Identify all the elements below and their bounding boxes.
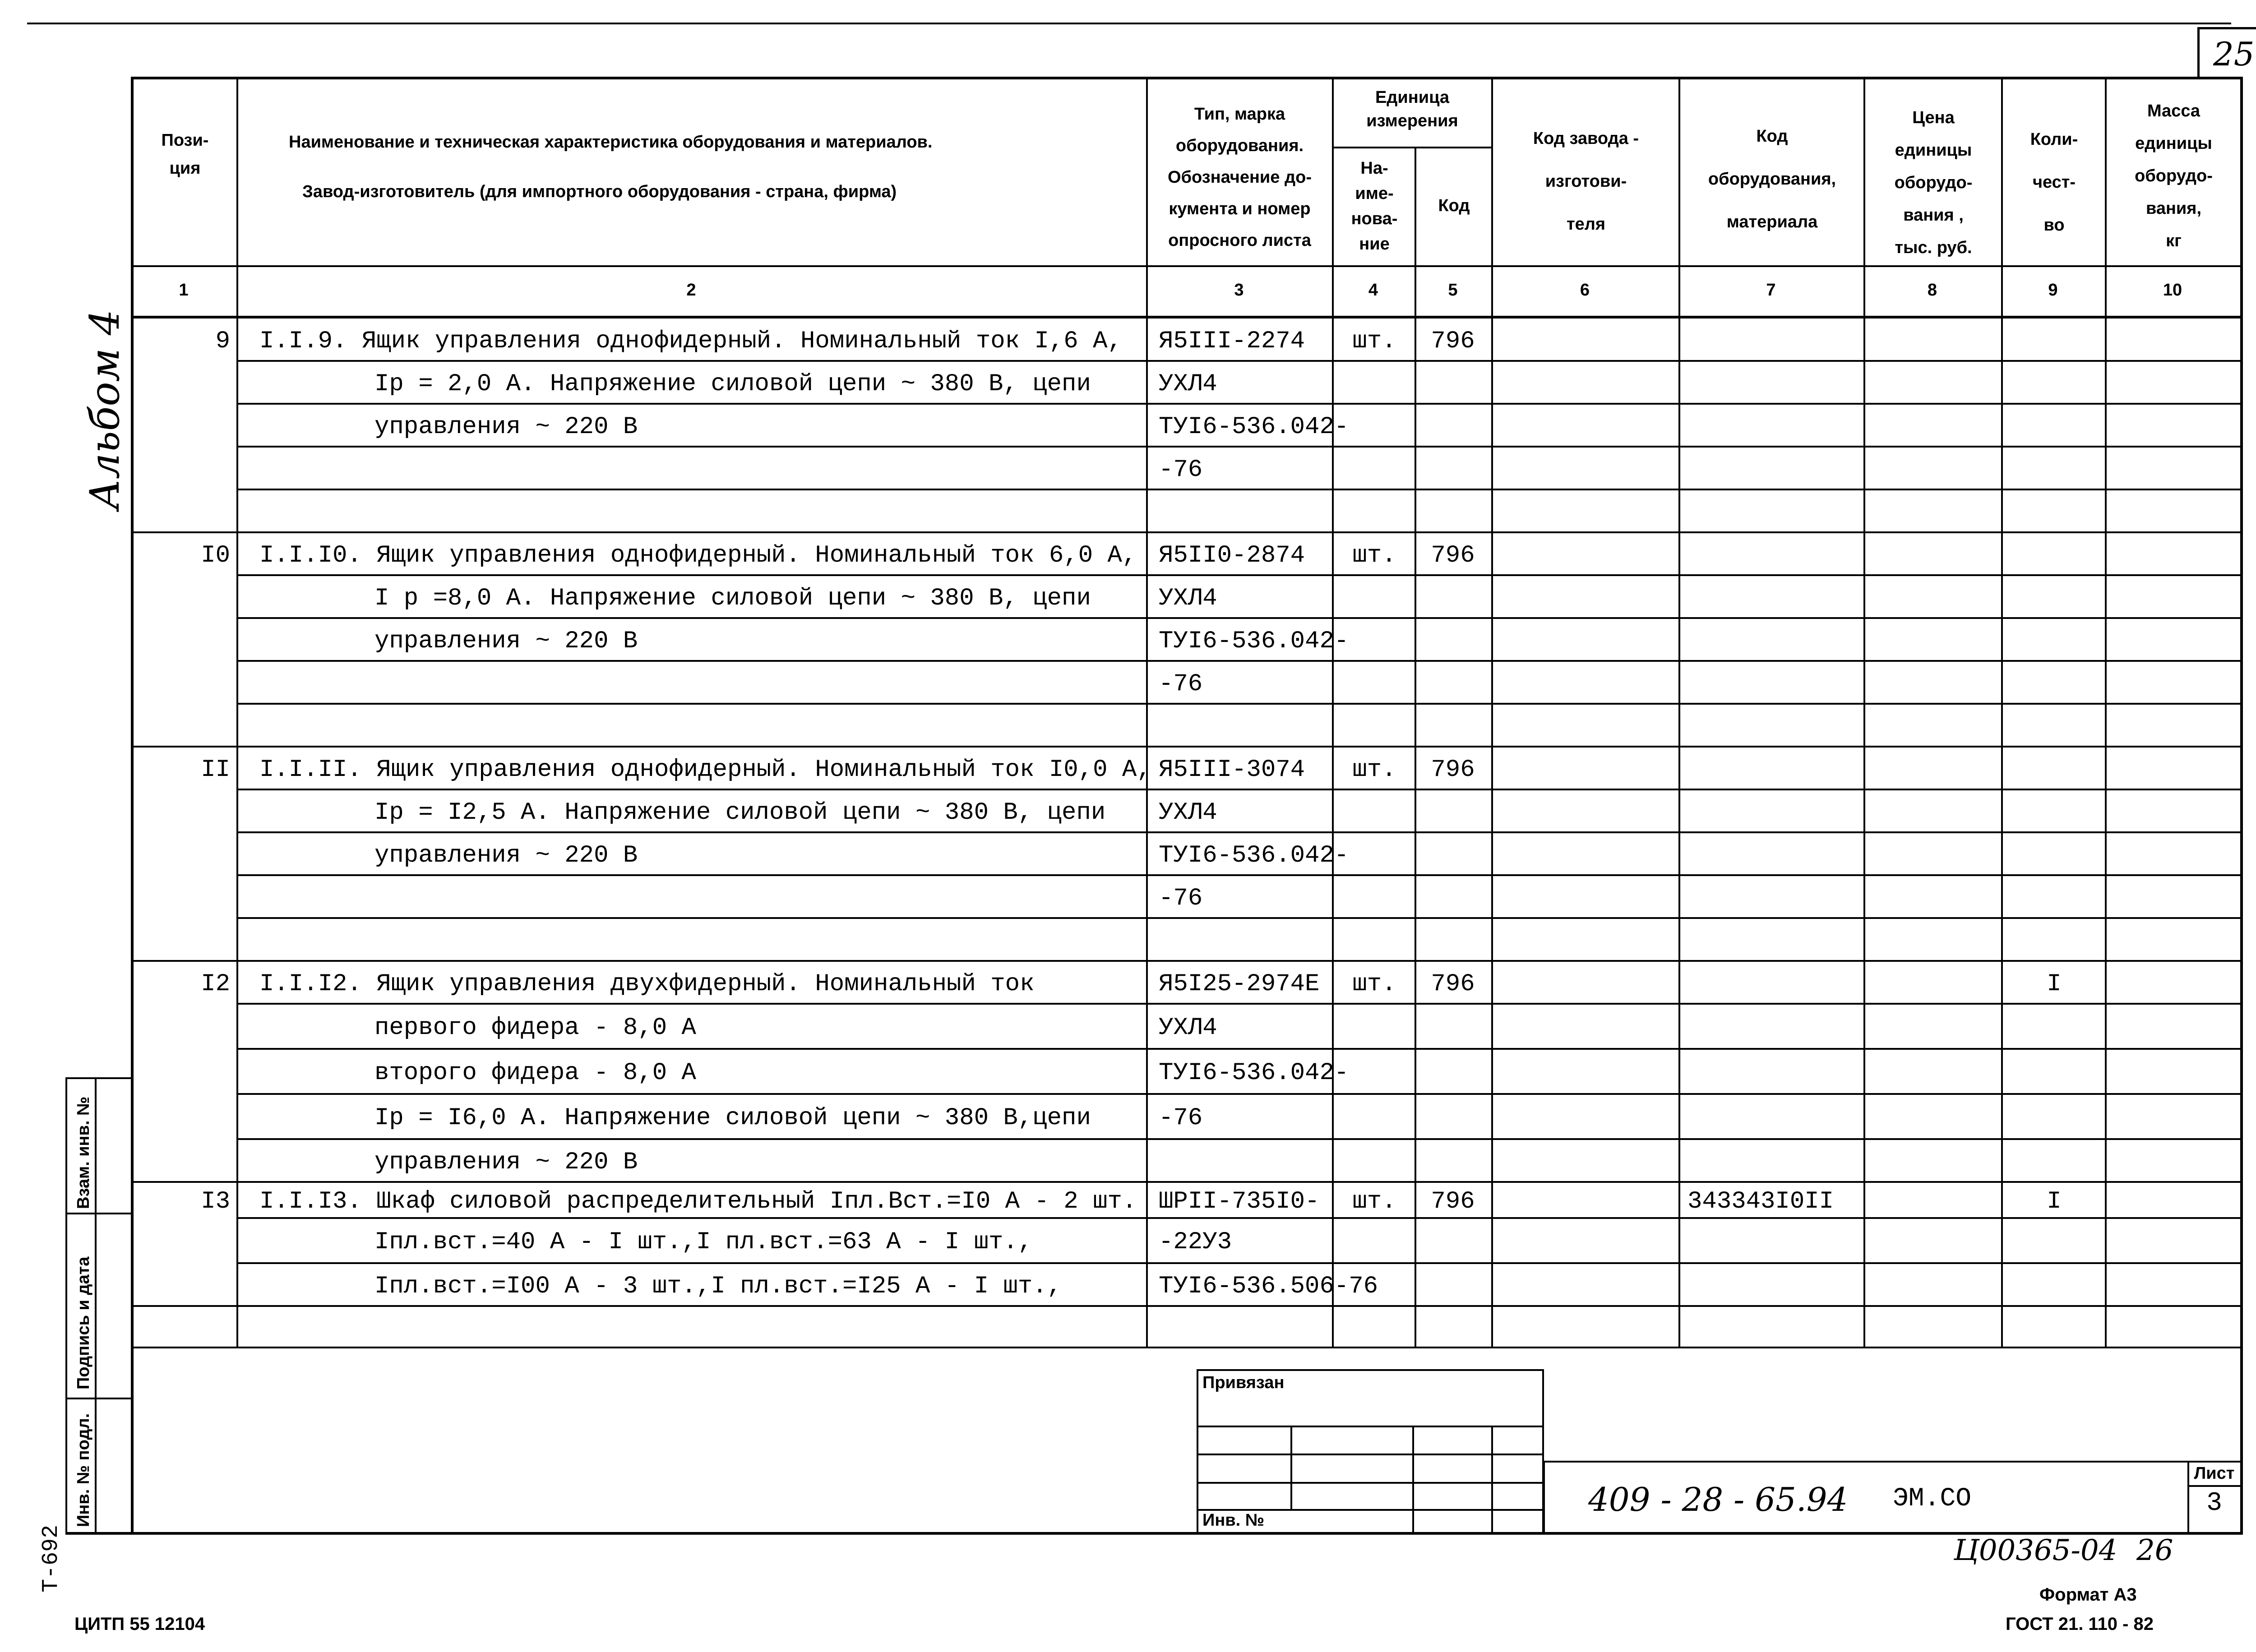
header-col9-line1: Коли- — [2030, 130, 2078, 149]
row-unit-code: 796 — [1431, 970, 1475, 998]
row-unit-code: 796 — [1431, 542, 1475, 569]
table-row — [0, 575, 2256, 618]
table-row — [0, 447, 2256, 489]
row-type: ТУI6-536.042- — [1159, 1059, 1349, 1087]
header-col8-line4: вания , — [1903, 206, 1964, 225]
side-stamp-inv: Инв. № подл. — [74, 1413, 93, 1527]
table-row — [0, 318, 2256, 361]
row-equipment-code: 343343I0II — [1687, 1188, 1834, 1215]
header-col6-line1: Код завода - — [1533, 129, 1639, 148]
header-col6 — [1493, 117, 1678, 246]
row-name: I.I.9. Ящик управления однофидерный. Номинальный ток I,6 А, — [259, 328, 1122, 355]
row-unit-code: 796 — [1431, 328, 1475, 355]
colnum-2: 2 — [686, 281, 696, 300]
header-col7-line2: оборудования, — [1708, 170, 1836, 189]
row-name: первого фидера - 8,0 А — [374, 1014, 696, 1042]
row-unit: шт. — [1352, 1188, 1396, 1215]
colnum-7: 7 — [1766, 281, 1776, 300]
header-col8-line3: оборудо- — [1894, 173, 1973, 192]
side-stamp-podpis: Подпись и дата — [74, 1256, 93, 1389]
list-label: Лист — [2194, 1464, 2235, 1483]
row-type: УХЛ4 — [1159, 1014, 1217, 1042]
row-name: управления ~ 220 В — [374, 628, 638, 655]
header-col9-line2: чест- — [2032, 173, 2076, 192]
row-name: I.I.II. Ящик управления однофидерный. Номинальный ток I0,0 А, — [259, 756, 1151, 784]
table-row — [0, 489, 2256, 532]
row-position: I2 — [201, 970, 230, 998]
colnum-3: 3 — [1234, 281, 1244, 300]
row-type: ТУI6-536.506-76 — [1159, 1273, 1378, 1300]
row-name: I р =8,0 А. Напряжение силовой цепи ~ 380 В, цепи — [374, 585, 1091, 612]
row-type: УХЛ4 — [1159, 799, 1217, 826]
header-col4 — [1334, 156, 1415, 257]
privyazan-label: Привязан — [1202, 1373, 1285, 1392]
footer-format: Формат А3 — [2039, 1585, 2137, 1605]
header-col6-line3: теля — [1566, 215, 1606, 234]
table-row — [0, 1094, 2256, 1139]
row-type: ТУI6-536.042- — [1159, 842, 1349, 869]
header-col8-line5: тыс. руб. — [1895, 238, 1972, 257]
unit-group-divider — [1332, 147, 1491, 148]
header-col1 — [135, 126, 235, 182]
row-name: Iр = I6,0 А. Напряжение силовой цепи ~ 380 В,цепи — [374, 1104, 1091, 1132]
row-name: Iпл.вст.=I00 А - 3 шт.,I пл.вст.=I25 А - I шт., — [374, 1273, 1062, 1300]
header-col9-line3: во — [2043, 216, 2065, 235]
row-position: II — [201, 756, 230, 784]
stamp-top-line — [1543, 1461, 2240, 1463]
header-col5: Код — [1438, 196, 1470, 215]
colnum-5: 5 — [1448, 281, 1458, 300]
table-row — [0, 875, 2256, 918]
header-col3-line4: кумента и номер — [1169, 199, 1311, 218]
row-name: управления ~ 220 В — [374, 413, 638, 441]
row-name: Iр = I2,5 А. Напряжение силовой цепи ~ 380 В, цепи — [374, 799, 1106, 826]
colnum-1: 1 — [179, 281, 189, 300]
header-col8-line1: Цена — [1912, 108, 1955, 127]
header-col4-line2: име- — [1355, 184, 1394, 203]
header-col7-line1: Код — [1756, 127, 1788, 146]
header-col3-line2: оборудования. — [1175, 136, 1304, 155]
table-row — [0, 1004, 2256, 1049]
table-row — [0, 361, 2256, 404]
side-stamp-vzam: Взам. инв. № — [74, 1096, 93, 1209]
colnum-8: 8 — [1927, 281, 1937, 300]
table-row — [0, 1263, 2256, 1306]
top-border-line — [27, 23, 2231, 24]
row-unit-code: 796 — [1431, 1188, 1475, 1215]
table-row — [0, 1049, 2256, 1094]
header-bottom-line — [131, 265, 2240, 267]
privyazan-col2 — [1412, 1426, 1414, 1534]
table-row — [0, 961, 2256, 1004]
header-col4-line3: нова- — [1351, 209, 1398, 228]
list-number: 3 — [2206, 1489, 2222, 1518]
row-type: Я5I25-2974Е — [1159, 970, 1320, 998]
row-name: I.I.I2. Ящик управления двухфидерный. Номинальный ток — [259, 970, 1035, 998]
table-row — [0, 1182, 2256, 1218]
table-row — [0, 661, 2256, 704]
header-col7 — [1681, 115, 1863, 244]
row-unit: шт. — [1352, 756, 1396, 784]
row-type: ШРII-735I0- — [1159, 1188, 1320, 1215]
row-type: ТУI6-536.042- — [1159, 413, 1349, 441]
row-unit-code: 796 — [1431, 756, 1475, 784]
header-col10-line5: кг — [2166, 231, 2182, 250]
header-unit-group — [1334, 86, 1491, 133]
frame-bottom-line — [65, 1532, 2243, 1535]
header-col10-line2: единицы — [2135, 134, 2212, 153]
header-col3-line1: Тип, марка — [1194, 105, 1285, 124]
side-stamp-div1 — [65, 1213, 131, 1214]
header-col4-line1: На- — [1360, 159, 1388, 178]
header-col4-line4: ние — [1359, 235, 1390, 254]
side-stamp-top — [65, 1077, 131, 1079]
table-row — [0, 618, 2256, 661]
header-col3-line5: опросного листа — [1168, 231, 1311, 250]
table-row — [0, 747, 2256, 789]
table-row — [0, 532, 2256, 575]
row-type: УХЛ4 — [1159, 370, 1217, 398]
doc-code: 409 - 28 - 65.94 — [1588, 1481, 1848, 1518]
header-col3 — [1148, 98, 1331, 256]
margin-note: Альбом 4 — [81, 309, 129, 510]
row-type: Я5II0-2874 — [1159, 542, 1305, 569]
row-position: 9 — [215, 328, 230, 355]
stamp-list-divider-h — [2187, 1485, 2240, 1487]
header-col9 — [2003, 118, 2105, 247]
table-row — [0, 704, 2256, 747]
row-type: -22У3 — [1159, 1228, 1232, 1256]
row-name: Iпл.вст.=40 А - I шт.,I пл.вст.=63 А - I шт., — [374, 1228, 1033, 1256]
row-type: -76 — [1159, 1104, 1203, 1132]
header-col3-line3: Обозначение до- — [1168, 168, 1312, 187]
side-stamp-left — [65, 1077, 67, 1533]
header-col8 — [1866, 102, 2001, 264]
bottom-handwritten-code: Ц00365-04 — [1954, 1534, 2117, 1567]
inv-no-label: Инв. № — [1202, 1511, 1265, 1530]
header-col1-line2: ция — [169, 159, 201, 178]
corner-sheet-number: 25 — [2213, 35, 2255, 73]
header-col2 — [244, 117, 1146, 217]
table-row — [0, 918, 2256, 961]
row-unit: шт. — [1352, 970, 1396, 998]
colnum-9: 9 — [2048, 281, 2058, 300]
row-quantity: I — [2047, 1188, 2062, 1215]
row-position: I0 — [201, 542, 230, 569]
table-row — [0, 1139, 2256, 1182]
doc-mark: ЭМ.СО — [1893, 1484, 1972, 1514]
header-col1-line1: Пози- — [161, 131, 209, 150]
header-col8-line2: единицы — [1895, 141, 1972, 160]
header-unit-group-line1: Единица — [1375, 88, 1450, 107]
header-col10-line1: Масса — [2147, 102, 2201, 120]
header-col10-line4: вания, — [2145, 199, 2202, 218]
row-type: -76 — [1159, 885, 1203, 912]
colnum-6: 6 — [1580, 281, 1590, 300]
footer-left-rotated: Т-692 — [38, 1524, 64, 1592]
footer-gost: ГОСТ 21. 110 - 82 — [2006, 1614, 2154, 1634]
row-name: второго фидера - 8,0 А — [374, 1059, 696, 1087]
colnum-4: 4 — [1368, 281, 1378, 300]
row-name: I.I.I3. Шкаф силовой распределительный Iпл.Вст.=I0 А - 2 шт. — [259, 1188, 1137, 1215]
header-col2-line2: Завод-изготовитель (для импортного оборудования - страна, фирма) — [302, 182, 897, 201]
header-col10-line3: оборудо- — [2135, 166, 2213, 185]
bottom-handwritten-number: 26 — [2136, 1534, 2173, 1567]
header-col7-line3: материала — [1726, 212, 1818, 231]
row-name: управления ~ 220 В — [374, 1149, 638, 1176]
privyazan-col3 — [1491, 1426, 1493, 1534]
row-type: УХЛ4 — [1159, 585, 1217, 612]
row-type: Я5III-2274 — [1159, 328, 1305, 355]
row-quantity: I — [2047, 970, 2062, 998]
header-col10 — [2107, 95, 2240, 257]
row-name: Iр = 2,0 А. Напряжение силовой цепи ~ 380 В, цепи — [374, 370, 1091, 398]
privyazan-col1 — [1290, 1426, 1292, 1510]
header-col6-line2: изготови- — [1545, 172, 1627, 191]
frame-top-line — [131, 77, 2242, 79]
table-row — [0, 832, 2256, 875]
row-type: -76 — [1159, 670, 1203, 698]
row-position: I3 — [201, 1188, 230, 1215]
row-type: ТУI6-536.042- — [1159, 628, 1349, 655]
row-unit: шт. — [1352, 542, 1396, 569]
row-type: Я5III-3074 — [1159, 756, 1305, 784]
table-row — [0, 1218, 2256, 1263]
colnum-10: 10 — [2163, 281, 2182, 300]
row-name: управления ~ 220 В — [374, 842, 638, 869]
row-type: -76 — [1159, 456, 1203, 484]
table-row — [0, 789, 2256, 832]
side-stamp-mid — [95, 1077, 97, 1533]
row-name: I.I.I0. Ящик управления однофидерный. Номинальный ток 6,0 А, — [259, 542, 1137, 569]
table-body-bottom-line — [131, 1347, 2240, 1348]
table-row — [0, 404, 2256, 447]
side-stamp-div2 — [65, 1398, 131, 1399]
row-unit: шт. — [1352, 328, 1396, 355]
header-unit-group-line2: измерения — [1366, 111, 1458, 130]
header-col2-line1: Наименование и техническая характеристика оборудования и материалов. — [289, 133, 933, 152]
footer-left: ЦИТП 55 12104 — [74, 1614, 205, 1634]
